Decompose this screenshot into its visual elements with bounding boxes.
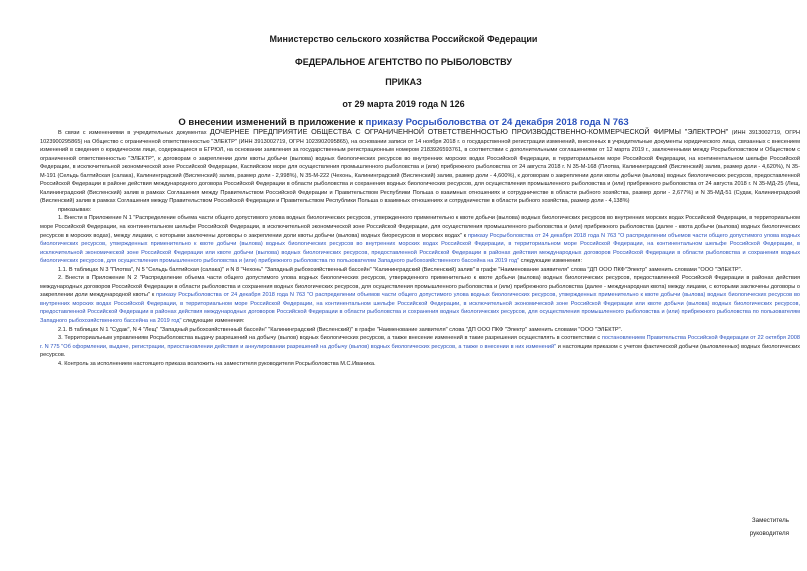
item-1-1: 1.1. В таблицах N 3 "Плотва", N 5 "Сельдь балтийская (салака)" и N 8 "Чехонь" "Западный рыбохозяйственный бассейн" "Калининградский (Висленский) залив" в графе "Наименование заявителя" слова "ДП ООО ПКФ"Электр" заменить словами "ООО "ЭЛЕКТР". bbox=[58, 266, 743, 273]
item-4: 4. Контроль за исполнением настоящего приказа возложить на заместителя руководителя Росрыболовства М.С.Иваника. bbox=[58, 360, 376, 367]
item-3-text: 3. Территориальным управлениям Росрыболовства выдачу разрешений на добычу (вылов) водных биологических ресурсов, а также внесение изменений в такие разрешения осуществлять в соответствии с bbox=[58, 335, 602, 342]
item-2-order-link[interactable]: приказу Росрыболовства от 24 декабря 2018 года N 763 "О распределении объемов части общего допустимого улова водных биологических ресурсов, утвержденных применительно к квоте добычи (вылова) водных биологических ресурсов во внутренних морских водах Российской Федерации, в территориальном море Российской Федерации, на континентальном шельфе Российской Федерации, в исключительной экономической зоне Российской Федерации или квоте добычи (вылова) водных биологических ресурсов, предоставленной Российской Федерации в районах действия международных договоров Российской Федерации в области рыболовства и сохранения водных биологических ресурсов, для осуществления промышленного рыболовства и (или) прибрежного рыболовства по пользователям Западного рыбохозяйственного бассейна на 2019 год" bbox=[40, 292, 800, 325]
order-date-number: от 29 марта 2019 года N 126 bbox=[342, 99, 465, 109]
subject-text: О внесении изменений в приложение к bbox=[178, 117, 366, 128]
item-3-resolution-link[interactable]: постановлением Правительства Российской Федерации от 22 октября 2008 г. N 775 "Об оформлении, выдаче, регистрации, приостановлении действия и аннулировании разрешений на добычу (вылов) водных биологических ресурсов, а также о внесении в них изменений" bbox=[40, 335, 800, 350]
ministry-heading: Министерство сельского хозяйства Российской Федерации bbox=[269, 34, 538, 44]
preamble-paragraph bbox=[40, 128, 800, 206]
item-1-tail: следующие изменения: bbox=[519, 258, 583, 265]
item-1 bbox=[40, 214, 800, 265]
signature-title-line-1: Заместитель bbox=[751, 517, 789, 524]
agency-heading: ФЕДЕРАЛЬНОЕ АГЕНТСТВО ПО РЫБОЛОВСТВУ bbox=[295, 57, 512, 67]
subject-order-link[interactable]: приказу Росрыболовства от 24 декабря 2018 года N 763 bbox=[365, 117, 629, 128]
item-2 bbox=[40, 274, 800, 325]
item-1-text: 1. Внести в Приложение N 1 "Распределение объема части общего допустимого улова водных биологических ресурсов, утвержденного применительно к квоте добычи (вылова) водных биологических ресурсов во внутренних морских водах Российской Федерации, в территориальном море Российской Федерации, на континентальном шельфе Российской Федерации, в исключительной экономической зоне Российской Федерации, для осуществления промышленного рыболовства и (или) прибрежного рыболовства (далее - квота добычи (вылова) водных биологических ресурсов в морских водах), между лицами, с которыми заключены договоры о закреплении доли квоты добычи (вылова) водных биоресурсов в морских водах" к bbox=[40, 215, 800, 239]
order-word: приказываю: bbox=[58, 206, 92, 213]
item-2-1: 2.1. В таблицах N 1 "Судак", N 4 "Лещ" "Западный рыбохозяйственный бассейн" "Калининградский (Висленский)" в графе "Наименование заявителя" слова "ДП ООО ПКФ "Электр" заменить словами "ООО "ЭЛЕКТР". bbox=[58, 326, 623, 333]
item-1-order-link[interactable]: приказу Росрыболовства от 24 декабря 2018 года N 763 "О распределении объемов части общего допустимого улова водных биологических ресурсов, утвержденных применительно к квоте добычи (вылова) водных биологических ресурсов во внутренних морских водах Российской Федерации, в территориальном море Российской Федерации, на континентальном шельфе Российской Федерации, в исключительной экономической зоне Российской Федерации или квоте добычи (вылова) водных биологических ресурсов, предоставленной Российской Федерации в районах действия международных договоров Российской Федерации в области рыболовства и сохранения водных биологических ресурсов, для осуществления промышленного рыболовства и (или) прибрежного рыболовства по пользователям Западного рыбохозяйственного бассейна на 2019 год" bbox=[40, 232, 800, 265]
item-3-tail: и настоящим приказом с учетом фактической добычи (выловленных) водных биологических ресурсов. bbox=[40, 343, 800, 359]
item-2-text: 2. Внести в Приложение N 2 "Распределение объема части общего допустимого улова водных биологических ресурсов, утвержденного применительно к квоте добычи (вылова) водных биологических ресурсов, предоставленной Российской Федерации в районах действия международных договоров Российской Федерации в области рыболовства и сохранения водных биологических ресурсов, для осуществления промышленного рыболовства и (или) прибрежного рыболовства (далее - международная квота) между лицами, с которыми заключены договоры о закреплении доли международной квоты" к bbox=[40, 275, 800, 299]
signature-title-line-2: руководителя bbox=[749, 530, 789, 537]
company-name: ДОЧЕРНЕЕ ПРЕДПРИЯТИЕ ОБЩЕСТВА С ОГРАНИЧЕННОЙ ОТВЕТСТВЕННОСТЬЮ ПРОИЗВОДСТВЕННО-КОММЕРЧЕСКОЙ ФИРМЫ "ЭЛЕКТРОН" bbox=[209, 127, 729, 136]
item-2-tail: следующие изменения: bbox=[181, 318, 245, 325]
preamble-text-start: В связи с изменениями в учредительных документах bbox=[58, 130, 210, 136]
item-3 bbox=[40, 334, 800, 360]
document-type: ПРИКАЗ bbox=[385, 77, 422, 87]
order-body bbox=[40, 128, 800, 368]
preamble-text-rest: (ИНН 3913002719, ОГРН 1023900295865) на Общество с ограниченной ответственностью "ЭЛЕКТР" (ИНН 3913002719, ОГРН 1023902095865), на основании записи от 14 ноября 2018 г. о государственной регистрации изменений, внесенных в учредительные документы юридического лица, связанных с внесением изменений в сведения о юридическом лице, содержащиеся в ЕГРЮЛ, на основании заявления за государственным регистрационным номером 2183926593761, в соответствии с дополнительными соглашениями от 12 марта 2019 г., заключенными между Росрыболовством и Обществом с ограниченной ответственностью "ЭЛЕКТР", к договорам о закреплении доли квоты добычи (вылова) водных биологических ресурсов во внутренних морских водах Российской Федерации, в территориальном море Российской Федерации, на континентальном шельфе Российской Федерации, в исключительной экономической зоне Российской Федерации, Каспийском море для осуществления промышленного рыболовства и (или) прибрежного рыболовства от 24 августа 2018 г. N 35-М-168 (Плотва, Калининградский (Висленский) залив, размер доли - 4,620%), N 35-М-191 (Сельдь балтийская (салака), Калининградский (Висленский) залив, размер доли - 2,998%), N 35-М-222 (Чехонь, Калининградский (Висленский) залив, размер доли - 4,600%), к договорам о закреплении доли квоты добычи (вылова) водных биологических ресурсов, предоставленной Российской Федерации в районе действия международного договора Российской Федерации в области рыболовства и сохранения водных биологических ресурсов, для осуществления промышленного рыболовства и (или) прибрежного рыболовства от 24 августа 2018 г. N 35-МД-25 (Лещ, Калининградский (Висленский) залив в рамках Соглашения между Правительством Российской Федерации и Правительством Республики Польша о взаимных отношениях и сотрудничестве в области рыбного хозяйства, размер доли - 2,677%) и N 35-МД-51 (Судак, Калининградский (Висленский) залив в рамках Соглашения между Правительством Российской Федерации и Правительством Республики Польша о взаимных отношениях и сотрудничестве в области рыбного хозяйства, размер доли - 4,138%) bbox=[40, 130, 800, 205]
